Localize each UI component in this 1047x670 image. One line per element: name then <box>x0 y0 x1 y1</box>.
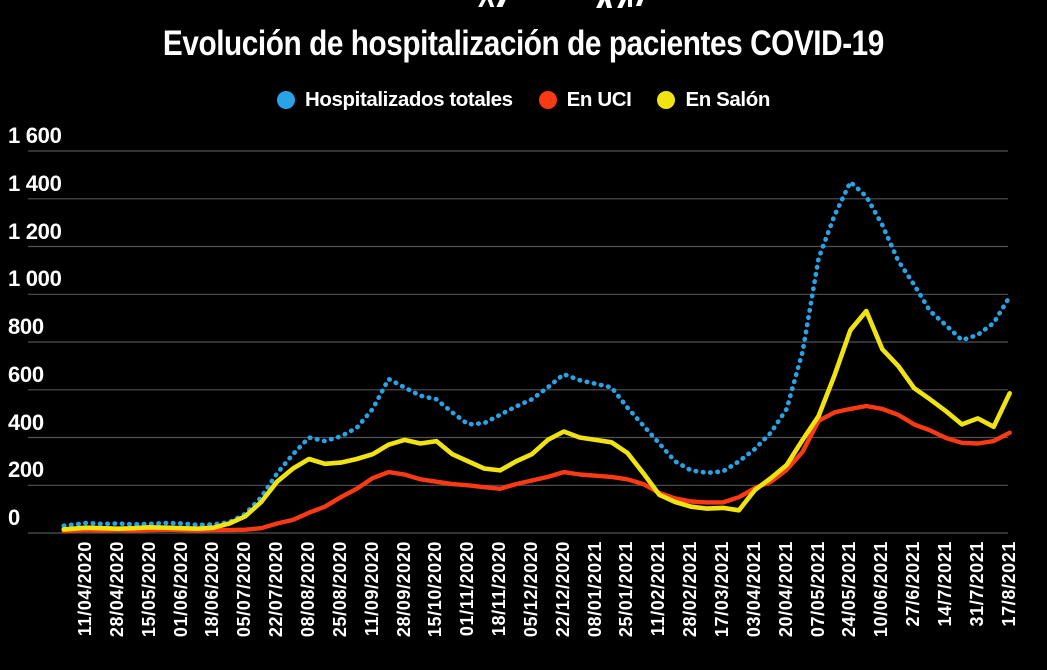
x-axis-label: 24/05/2021 <box>839 541 859 638</box>
x-axis-label: 08/08/2020 <box>298 541 318 638</box>
series-line-hospitalizados-totales <box>64 182 1010 526</box>
x-axis-label: 01/06/2020 <box>171 541 191 638</box>
x-axis-label: 18/11/2020 <box>489 541 509 637</box>
x-axis-label: 07/05/2021 <box>808 541 828 638</box>
series-line-en-salon <box>64 311 1010 529</box>
legend-label: Hospitalizados totales <box>305 88 513 111</box>
x-axis-label: 11/04/2020 <box>75 541 95 637</box>
x-axis-label: 17/03/2021 <box>712 541 732 638</box>
chart-title: Evolución de hospitalización de pacientes COVID-19 <box>162 24 884 63</box>
y-axis-label: 600 <box>8 362 44 387</box>
x-axis-label: 22/07/2020 <box>266 541 286 638</box>
x-axis-label: 28/09/2020 <box>394 541 414 638</box>
x-axis-label: 15/05/2020 <box>139 541 159 638</box>
x-axis-label: 31/7/2021 <box>967 541 987 627</box>
legend-label: En Salón <box>685 88 770 111</box>
x-axis-label: 17/8/2021 <box>999 541 1019 627</box>
y-axis-label: 1 000 <box>8 266 62 291</box>
x-axis-label: 27/6/2021 <box>903 541 923 627</box>
x-axis-label: 03/04/2021 <box>744 541 764 638</box>
y-axis-label: 800 <box>8 314 44 339</box>
y-axis-label: 1 200 <box>8 219 62 244</box>
x-axis-label: 05/12/2020 <box>521 541 541 638</box>
x-axis-label: 20/04/2021 <box>776 541 796 638</box>
x-axis-label: 25/08/2020 <box>330 541 350 638</box>
y-axis-label: 0 <box>8 505 20 530</box>
x-axis-label: 10/06/2021 <box>871 541 891 638</box>
y-axis-label: 1 400 <box>8 171 62 196</box>
y-axis-label: 200 <box>8 457 44 482</box>
series-line-en-uci <box>64 406 1010 531</box>
x-axis-label: 05/07/2020 <box>234 541 254 638</box>
x-axis-label: 15/10/2020 <box>425 541 445 638</box>
y-axis-label: 400 <box>8 410 44 435</box>
x-axis-label: 08/01/2021 <box>585 541 605 638</box>
y-axis-label: 1 600 <box>8 123 62 148</box>
legend-label: En UCI <box>566 88 632 111</box>
x-axis-label: 22/12/2020 <box>553 541 573 638</box>
x-axis-label: 18/06/2020 <box>202 541 222 638</box>
x-axis-label: 11/09/2020 <box>362 541 382 637</box>
x-axis-label: 28/02/2021 <box>680 541 700 638</box>
x-axis-label: 28/04/2020 <box>107 541 127 638</box>
x-axis-label: 01/11/2020 <box>457 541 477 637</box>
x-axis-label: 14/7/2021 <box>935 541 955 627</box>
x-axis-label: 11/02/2021 <box>648 541 668 637</box>
x-axis-label: 25/01/2021 <box>616 541 636 638</box>
